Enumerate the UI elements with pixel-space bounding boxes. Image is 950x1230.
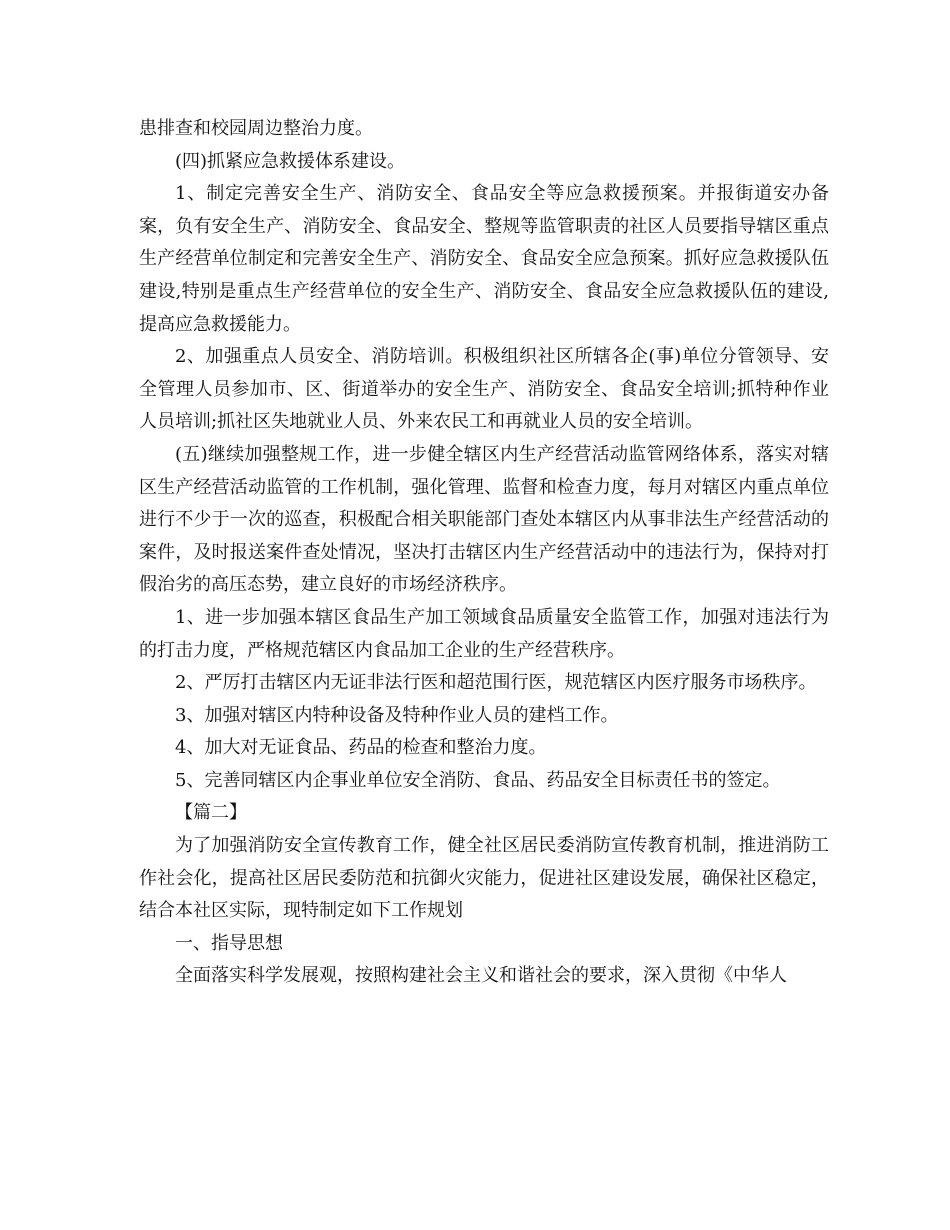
subheading-guiding-thought: 一、指导思想 (175, 932, 283, 954)
paragraph-6: 1、进一步加强本辖区食品生产加工领域食品质量安全监管工作，加强对违法行为的打击力度，严格规范辖区内食品加工企业的生产经营秩序。 (139, 606, 829, 661)
document-body (139, 113, 829, 993)
paragraph-10: 5、完善同辖区内企事业单位安全消防、食品、药品安全目标责任书的签定。 (175, 769, 781, 791)
section-heading-pian-er: 【篇二】 (175, 802, 247, 824)
paragraph-4: 2、加强重点人员安全、消防培训。积极组织社区所辖各企(事)单位分管领导、安全管理人员参加市、区、街道举办的安全生产、消防安全、食品安全培训;抓特种作业人员培训;抓社区失地就业人员、外来农民工和再就业人员的安全培训。 (139, 346, 829, 433)
paragraph-2-heading: (四)抓紧应急救援体系建设。 (175, 150, 406, 172)
paragraph-12: 为了加强消防安全宣传教育工作，健全社区居民委消防宣传教育机制，推进消防工作社会化，提高社区居民委防范和抗御火灾能力，促进社区建设发展，确保社区稳定，结合本社区实际，现特制定如下工作规划 (139, 835, 829, 922)
paragraph-3: 1、制定完善安全生产、消防安全、食品安全等应急救援预案。并报街道安办备案，负有安全生产、消防安全、食品安全、整规等监管职责的社区人员要指导辖区重点生产经营单位制定和完善安全生产、消防安全、食品安全应急预案。抓好应急救援队伍建设,特别是重点生产经营单位的安全生产、消防安全、食品安全应急救援队伍的建设,提高应急救援能力。 (139, 183, 829, 335)
paragraph-5: (五)继续加强整规工作，进一步健全辖区内生产经营活动监管网络体系，落实对辖区生产经营活动监管的工作机制，强化管理、监督和检查力度，每月对辖区内重点单位进行不少于一次的巡查，积极配合相关职能部门查处本辖区内从事非法生产经营活动的案件，及时报送案件查处情况，坚决打击辖区内生产经营活动中的违法行为，保持对打假治劣的高压态势，建立良好的市场经济秩序。 (139, 443, 829, 596)
paragraph-1: 患排查和校园周边整治力度。 (139, 118, 373, 139)
paragraph-9: 4、加大对无证食品、药品的检查和整治力度。 (175, 737, 547, 759)
paragraph-8: 3、加强对辖区内特种设备及特种作业人员的建档工作。 (175, 704, 619, 726)
paragraph-7: 2、严厉打击辖区内无证非法行医和超范围行医，规范辖区内医疗服务市场秩序。 (175, 672, 817, 694)
paragraph-14: 全面落实科学发展观，按照构建社会主义和谐社会的要求，深入贯彻《中华人 (175, 965, 787, 987)
